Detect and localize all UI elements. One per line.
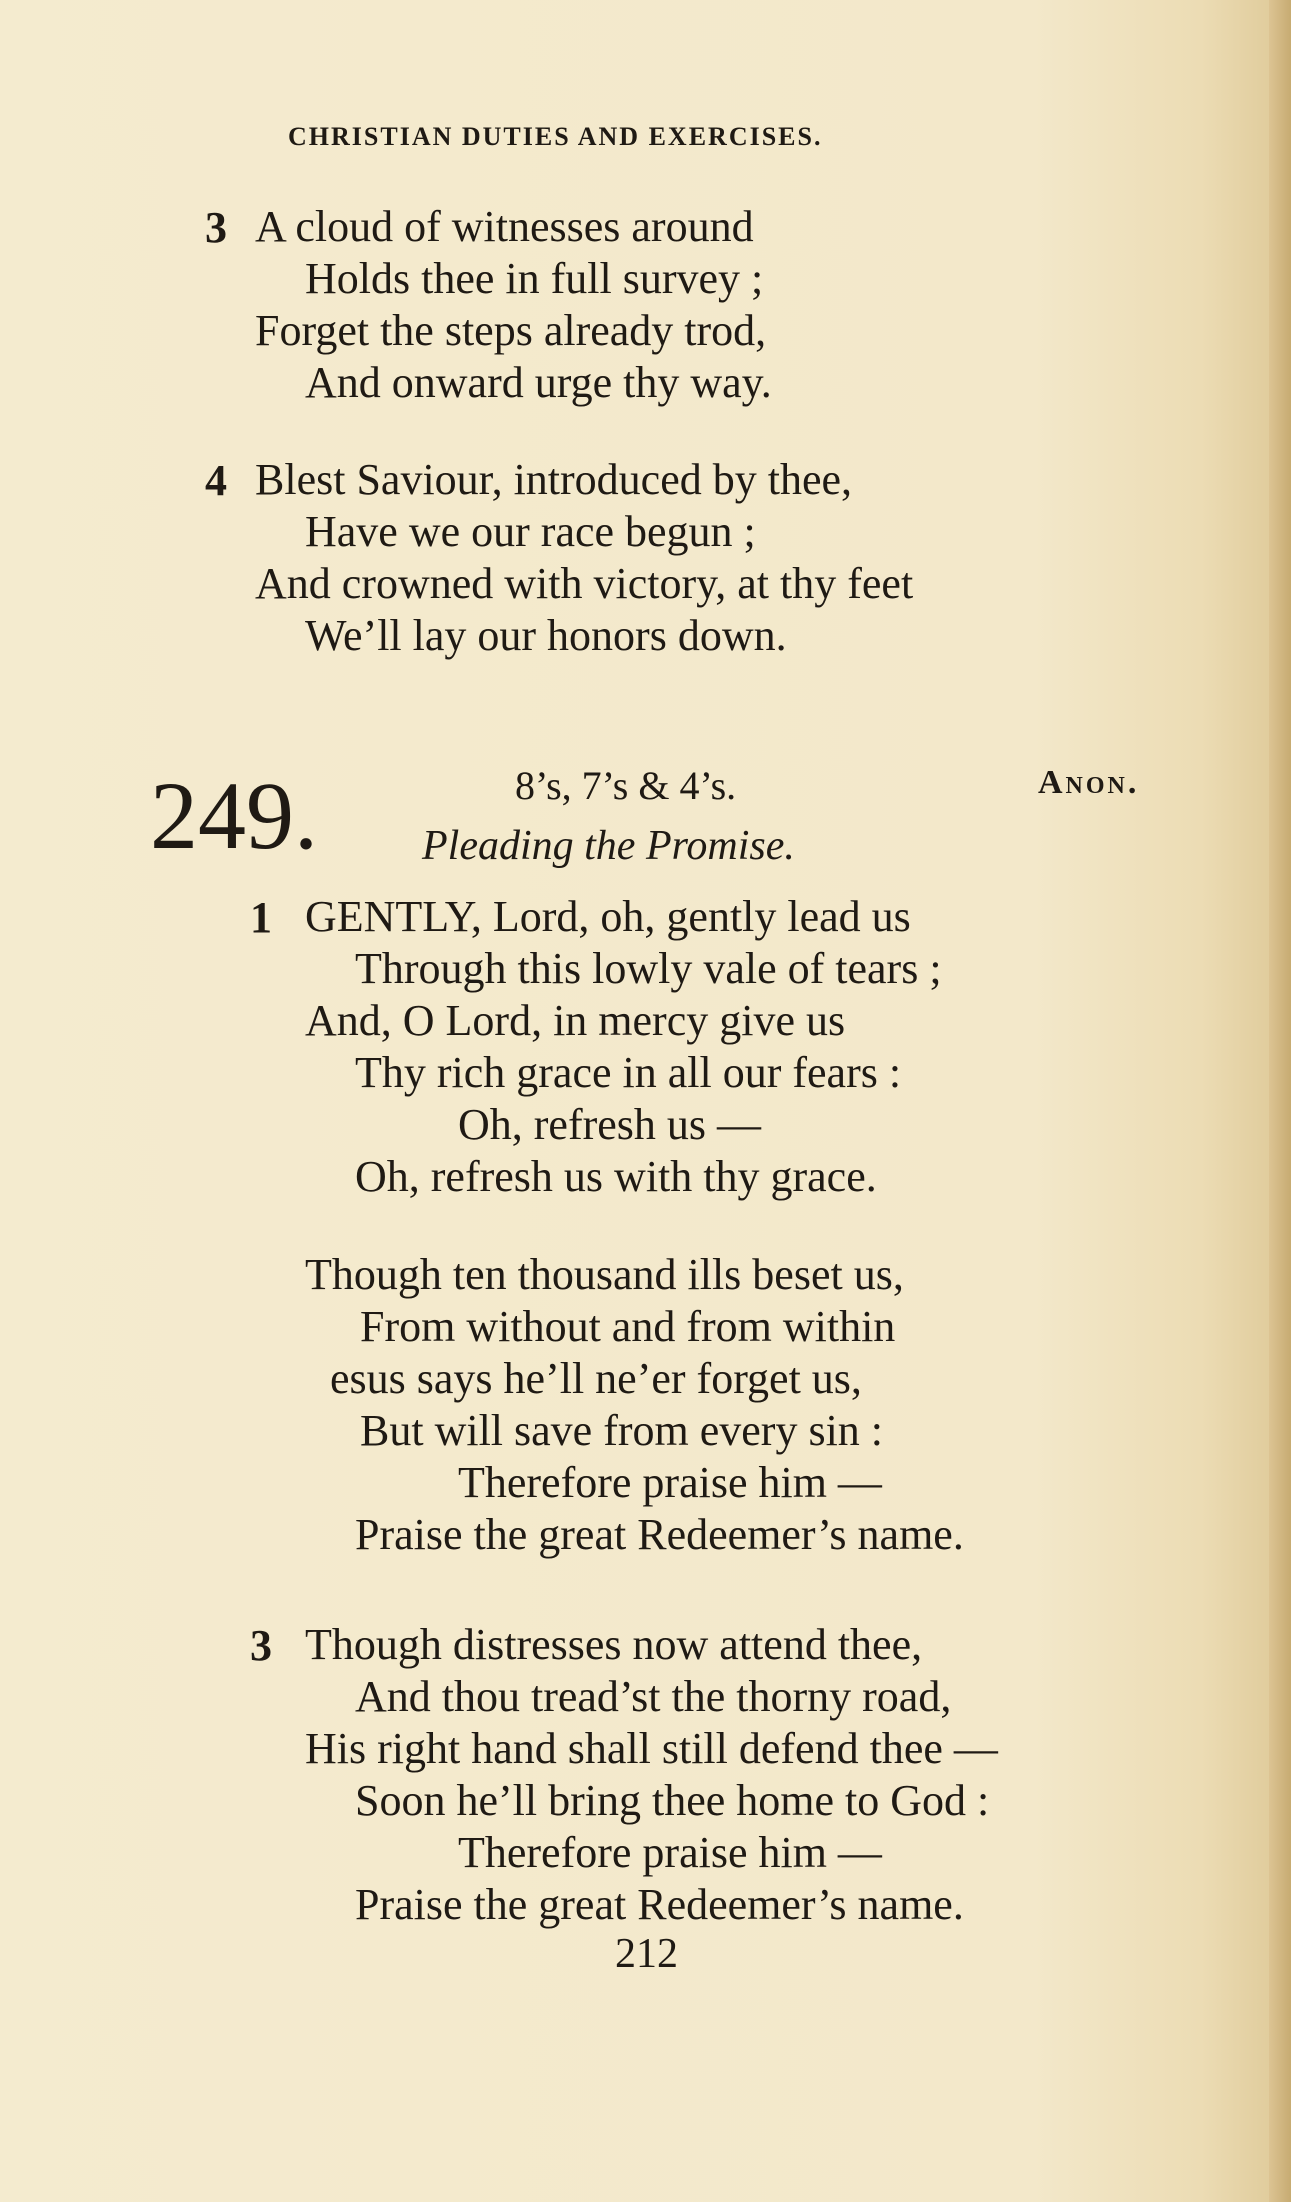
verse-line: Praise the great Redeemer’s name. [355, 1510, 964, 1559]
verse-line: Though ten thousand ills beset us, [305, 1250, 904, 1299]
verse-line: We’ll lay our honors down. [305, 611, 787, 660]
hymn-number: 249. [150, 762, 318, 869]
verse-line: Through this lowly vale of tears ; [355, 944, 942, 993]
hymn-meter: 8’s, 7’s & 4’s. [515, 763, 737, 808]
running-header: CHRISTIAN DUTIES AND EXERCISES. [288, 122, 823, 151]
verse-line: Praise the great Redeemer’s name. [355, 1880, 964, 1929]
verse-line: Though distresses now attend thee, [305, 1620, 923, 1669]
verse-line: Have we our race begun ; [305, 507, 756, 556]
verse-line: GENTLY, Lord, oh, gently lead us [305, 892, 911, 941]
verse-line: Blest Saviour, introduced by thee, [255, 455, 853, 504]
verse-line: Oh, refresh us with thy grace. [355, 1152, 877, 1201]
page-number: 212 [615, 1931, 678, 1977]
verse-line: And crowned with victory, at thy feet [255, 559, 914, 608]
verse-line: And thou tread’st the thorny road, [355, 1672, 952, 1721]
verse-line: From without and from within [360, 1302, 896, 1351]
verse-line: Forget the steps already trod, [255, 306, 767, 355]
verse-line: And onward urge thy way. [305, 358, 772, 407]
verse-line: Soon he’ll bring thee home to God : [355, 1776, 990, 1825]
stanza-number: 1 [250, 893, 272, 942]
verse-line: Oh, refresh us — [458, 1100, 762, 1149]
stanza-number: 4 [205, 456, 227, 505]
stanza-number: 3 [205, 203, 227, 252]
verse-line: And, O Lord, in mercy give us [305, 996, 846, 1045]
verse-line: His right hand shall still defend thee — [305, 1724, 998, 1773]
verse-line: Thy rich grace in all our fears : [355, 1048, 902, 1097]
verse-line: Holds thee in full survey ; [305, 254, 764, 303]
page-edge [1269, 0, 1291, 2202]
stanza-number: 3 [250, 1621, 272, 1670]
verse-line: Therefore praise him — [458, 1458, 882, 1507]
verse-line: A cloud of witnesses around [255, 202, 754, 251]
tune-name: Anon. [1038, 764, 1140, 801]
verse-line: esus says he’ll ne’er forget us, [330, 1354, 862, 1403]
hymn-title: Pleading the Promise. [422, 823, 795, 869]
verse-line: But will save from every sin : [360, 1406, 884, 1455]
verse-line: Therefore praise him — [458, 1828, 882, 1877]
